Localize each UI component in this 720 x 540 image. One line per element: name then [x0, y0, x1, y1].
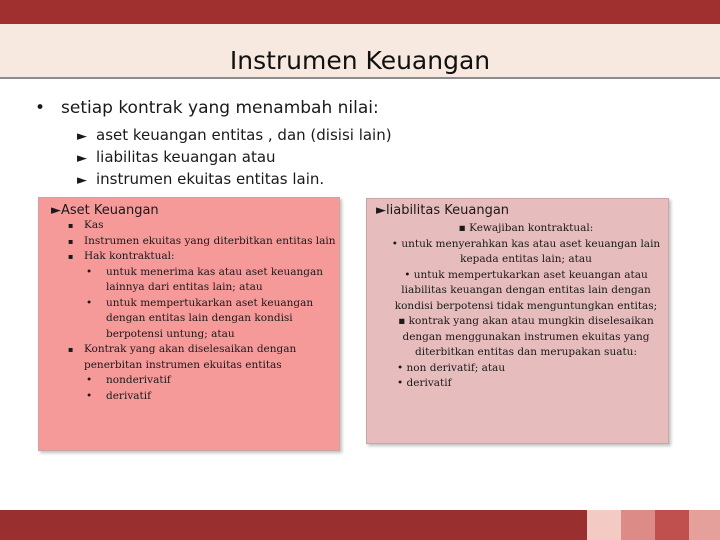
list-item: ▪ kontrak yang akan atau mungkin diselesaikan dengan menggunakan instrumen ekuitas yang diterbitkan entitas dan merupakan suatu: • non derivatif; atau • derivatif [387, 314, 665, 392]
list-item: • untuk mempertukarkan aset keuangan dengan entitas lain dengan kondisi berpotensi untung; atau [86, 296, 314, 340]
footer-swatch [587, 510, 621, 540]
dot-bullet-icon: • [391, 237, 398, 250]
square-bullet-icon: ▪ [398, 315, 406, 327]
aset-list [68, 218, 338, 404]
list-item: ▪ Kontrak yang akan diselesaikan dengan penerbitan instrumen ekuitas entitas • nonderivatif • derivatif [68, 342, 338, 404]
list-item: • non derivatif; atau [397, 361, 506, 374]
list-item: ▪ Kewajiban kontraktual: • untuk menyerahkan kas atau aset keuangan lain kepada entitas lain; atau • untuk mempertukarkan aset keuangan atau liabilitas keuangan dengan entitas lain dengan kondisi berpotensi tidak menguntungkan entitas; [387, 221, 665, 314]
dot-bullet-icon: • [397, 377, 404, 389]
list-item: ► aset keuangan entitas , dan (disisi lain) [77, 125, 392, 147]
intro-bullet [35, 97, 379, 119]
square-bullet-icon: ▪ [458, 222, 466, 234]
list-item: ▪ Kas [68, 218, 338, 234]
dot-bullet-icon: • [86, 389, 93, 402]
footer-swatch [689, 510, 720, 540]
dot-bullet-icon: • [397, 361, 404, 374]
bullet-marker: • [35, 98, 46, 118]
square-bullet-icon: ▪ [68, 345, 74, 354]
box-heading: ►Aset Keuangan [51, 203, 159, 218]
title-divider [0, 77, 720, 79]
slide-title: Instrumen Keuangan [229, 46, 491, 75]
arrow-icon: ► [77, 173, 87, 188]
box-heading: ►liabilitas Keuangan [376, 203, 510, 218]
list-item: ▪ Hak kontraktual: • untuk menerima kas atau aset keuangan lainnya dari entitas lain; atau • untuk mempertukarkan aset keuangan dengan entitas lain dengan kondisi berpotensi untung; atau [68, 249, 338, 342]
list-item: ► liabilitas keuangan atau [77, 147, 392, 169]
arrow-icon: ► [77, 151, 87, 166]
liabilitas-keuangan-box [366, 198, 669, 444]
arrow-icon: ► [51, 203, 61, 218]
square-bullet-icon: ▪ [68, 252, 74, 261]
arrow-icon: ► [376, 203, 386, 218]
list-item: • derivatif [397, 377, 452, 389]
list-item: ► instrumen ekuitas entitas lain. [77, 169, 392, 191]
list-item: • untuk menerima kas atau aset keuangan lainnya dari entitas lain; atau [86, 265, 323, 293]
intro-text: setiap kontrak yang menambah nilai: [61, 98, 379, 118]
liabilitas-list [387, 221, 665, 392]
list-item: • nonderivatif [86, 373, 338, 389]
arrow-icon: ► [77, 129, 87, 144]
square-bullet-icon: ▪ [68, 221, 74, 230]
square-bullet-icon: ▪ [68, 236, 74, 246]
list-item: • untuk menyerahkan kas atau aset keuangan lain kepada entitas lain; atau [391, 237, 661, 265]
footer-swatch [655, 510, 689, 540]
footer-swatch [621, 510, 655, 540]
dot-bullet-icon: • [86, 296, 93, 309]
dot-bullet-icon: • [86, 265, 93, 278]
list-item: ▪ Instrumen ekuitas yang diterbitkan entitas lain [68, 234, 338, 250]
aset-keuangan-box [38, 197, 340, 451]
top-bar [0, 0, 720, 24]
list-item: • untuk mempertukarkan aset keuangan atau liabilitas keuangan dengan entitas lain dengan kondisi berpotensi tidak menguntungkan entitas; [394, 268, 658, 312]
dot-bullet-icon: • [404, 268, 411, 281]
dot-bullet-icon: • [86, 374, 93, 386]
list-item: • derivatif [86, 389, 338, 405]
intro-sub-list [77, 125, 392, 191]
